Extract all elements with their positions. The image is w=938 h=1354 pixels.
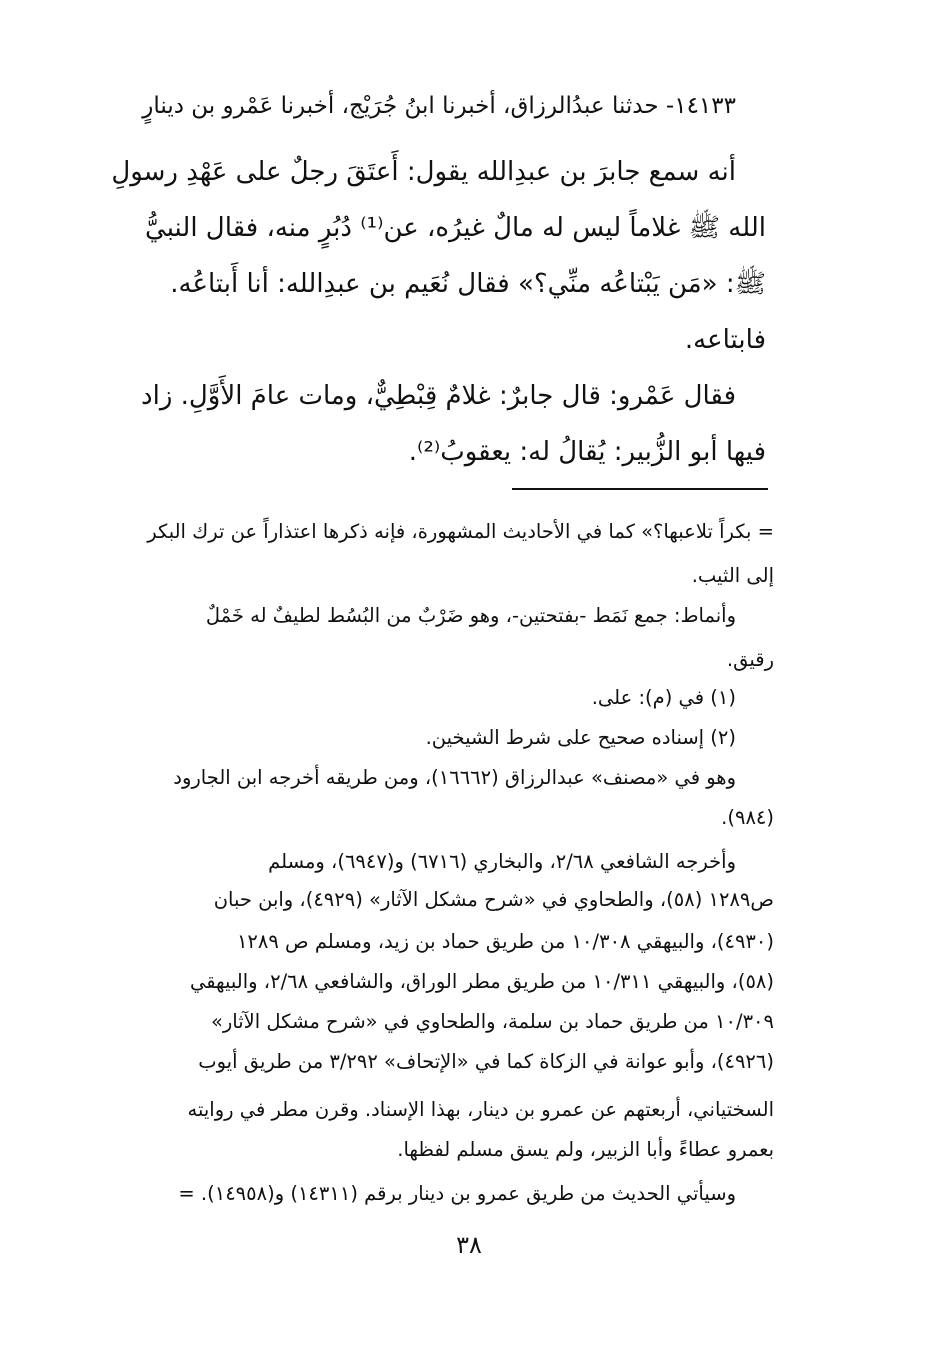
footnote-line: وهو في «مصنف» عبدالرزاق (١٦٦٦٢)، ومن طريقه أخرجه ابن الجارود [173,766,736,789]
footnote-line: ١٠/٣٠٩ من طريق حماد بن سلمة، والطحاوي في «شرح مشكل الآثار» [210,1010,774,1033]
footnote-1: (١) في (م): على. [591,686,736,709]
footnote-line: بعمرو عطاءً وأبا الزبير، ولم يسق مسلم لفظها. [397,1138,774,1161]
footnote-line: وسيأتي الحديث من طريق عمرو بن دينار برقم (١٤٣١١) و(١٤٩٥٨). = [178,1182,736,1205]
hadith-text-line: الله ﷺ غلاماً ليس له مالٌ غيرُه، عن⁽¹⁾ دُبُرٍ منه، فقال النبيُّ [145,213,766,243]
hadith-text-line: أنه سمع جابرَ بن عبدِالله يقول: أَعتَقَ رجلٌ على عَهْدِ رسولِ [111,157,736,187]
footnote-line: (٤٩٢٦)، وأبو عوانة في الزكاة كما في «الإتحاف» ٣/٢٩٢ من طريق أيوب [198,1050,774,1073]
hadith-isnad-line: ١٤١٣٣- حدثنا عبدُالرزاق، أخبرنا ابنُ جُرَيْج، أخبرنا عَمْرو بن دينارٍ [142,93,736,119]
footnote-line: السختياني، أربعتهم عن عمرو بن دينار، بهذا الإسناد. وقرن مطر في روايته [187,1098,774,1121]
hadith-text-line: ﷺ: «مَن يَبْتاعُه منِّي؟» فقال نُعَيم بن عبدِالله: أنا أَبتاعُه. [170,269,766,299]
footnote-line: (٤٩٣٠)، والبيهقي ١٠/٣٠٨ من طريق حماد بن زيد، ومسلم ص ١٢٨٩ [236,930,774,953]
hadith-text-line: فقال عَمْرو: قال جابرٌ: غلامٌ قِبْطِيٌّ، ومات عامَ الأَوَّلِ. زاد [141,381,736,411]
footnote-line: = بكراً تلاعبها؟» كما في الأحاديث المشهورة، فإنه ذكرها اعتذاراً عن ترك البكر [147,520,774,543]
hadith-text-line: فابتاعه. [684,325,766,355]
footnote-2: (٢) إسناده صحيح على شرط الشيخين. [425,726,736,749]
footnote-line: إلى الثيب. [691,564,774,587]
footnote-separator [512,488,768,490]
footnote-line: وأخرجه الشافعي ٢/٦٨، والبخاري (٦٧١٦) و(٦٩٤٧)، ومسلم [268,850,736,873]
footnote-line: رقيق. [726,648,774,671]
page-number: ٣٨ [456,1231,482,1259]
hadith-text-line: فيها أبو الزُّبير: يُقالُ له: يعقوبُ⁽²⁾. [408,437,766,467]
footnote-line: ص١٢٨٩ (٥٨)، والطحاوي في «شرح مشكل الآثار» (٤٩٢٩)، وابن حبان [213,888,774,911]
footnote-line: وأنماط: جمع نَمَط -بفتحتين-، وهو ضَرْبٌ من البُسُط لطيفٌ له خَمْلٌ [205,604,736,627]
footnote-line: (٥٨)، والبيهقي ١٠/٣١١ من طريق مطر الوراق، والشافعي ٢/٦٨، والبيهقي [189,970,774,993]
footnote-line: (٩٨٤). [721,806,774,829]
